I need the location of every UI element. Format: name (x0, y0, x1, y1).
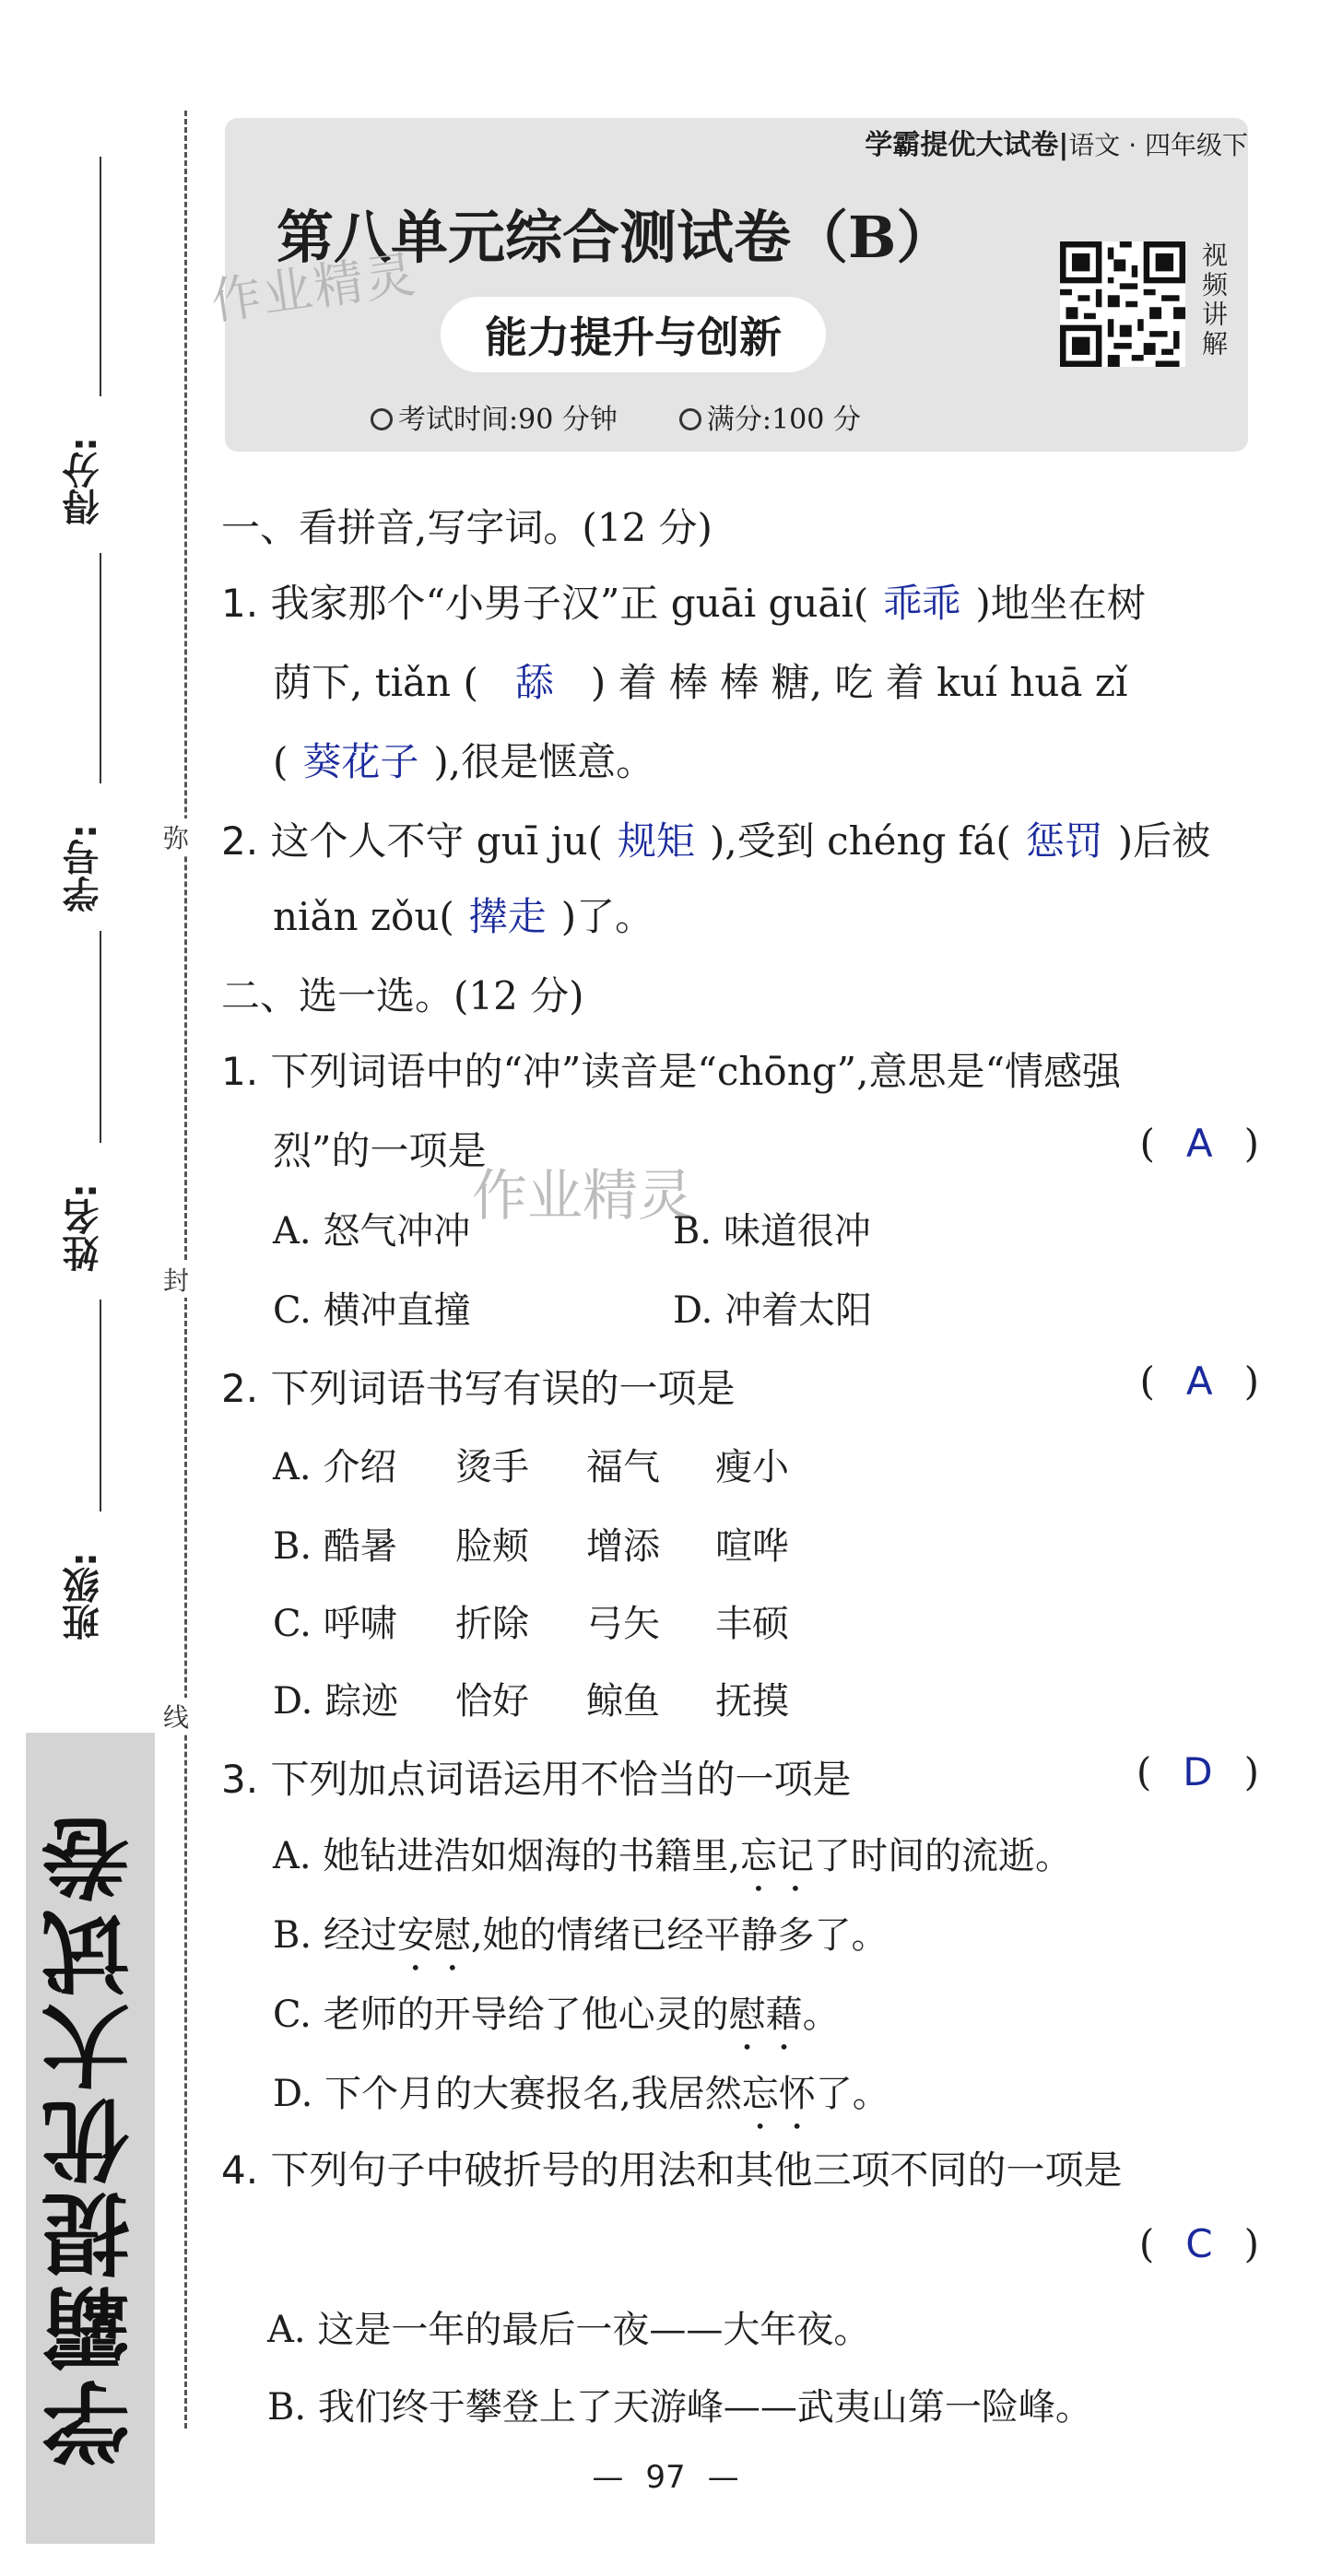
option-a: A. 这是一年的最后一夜——大年夜。 (267, 2309, 871, 2351)
subtitle: 能力提升与创新 (485, 312, 782, 362)
word-option: B. 酷暑 (273, 1525, 397, 1568)
dotted-word: 安慰 (396, 1914, 471, 1957)
s2-q1-line2: 烈”的一项是 (273, 1128, 487, 1173)
option-c: C. 老师的开导给了他心灵的慰藉。 (273, 1994, 840, 2036)
s1-q1-line3: ( 葵花子 ),很是惬意。 (273, 739, 655, 784)
option-b: B. 经过安慰,她的情绪已经平静多了。 (273, 1914, 889, 1957)
option: A. 怒气冲冲 (273, 1210, 471, 1253)
dotted-word: 忘怀 (741, 2073, 816, 2115)
answer-choice: D (1183, 1749, 1213, 1794)
answer-paren: ( A ) (1139, 1359, 1259, 1404)
exam-info (371, 396, 861, 437)
word-option: C. 呼啸 (273, 1603, 397, 1645)
option: D. 冲着太阳 (673, 1289, 873, 1332)
subtitle-pill (441, 297, 826, 372)
word: 折除 (455, 1603, 529, 1645)
word: 抚摸 (715, 1680, 789, 1723)
answer-choice: C (1185, 2221, 1213, 2266)
exam-time: 考试时间:90 分钟 (398, 404, 618, 436)
word: 脸颊 (455, 1525, 529, 1568)
s2-q1-line1: 1. 下列词语中的“冲”读音是“chōng”,意思是“情感强 (221, 1049, 1121, 1094)
answer-paren: ( D ) (1136, 1749, 1259, 1794)
dotted-word: 慰藉 (728, 1994, 803, 2036)
watermark: 作业精灵 (207, 244, 420, 332)
answer-text: 撵走 (468, 894, 547, 939)
page-title: 第八单元综合测试卷（B） (277, 204, 954, 271)
watermark: 作业精灵 (472, 1164, 693, 1229)
section1-heading: 一、看拼音,写字词。(12 分) (221, 505, 713, 550)
brand-vertical-title: 学霸提优大试卷 (40, 1809, 145, 2467)
dotted-word: 忘记 (740, 1835, 815, 1877)
score-line (100, 157, 101, 396)
option-d: D. 下个月的大赛报名,我居然忘怀了。 (273, 2073, 889, 2115)
word: 恰好 (455, 1680, 529, 1723)
series-subject: 语文 · 四年级下 (1068, 130, 1248, 160)
score-label: 得分: (63, 437, 105, 525)
s1-q1-line2: 荫下, tiǎn ( 舔 ) 着 棒 棒 糖, 吃 着 kuí huā zǐ (273, 660, 1128, 705)
s1-q2-line2: niǎn zǒu( 撵走 )了。 (273, 894, 654, 939)
answer-text: 惩罚 (1025, 818, 1103, 864)
section2-heading: 二、选一选。(12 分) (221, 973, 584, 1018)
answer-text: 规矩 (617, 818, 695, 864)
name-line (100, 931, 101, 1143)
binding-strip (0, 0, 175, 2576)
word: 丰硕 (715, 1603, 789, 1645)
qr-code-icon[interactable] (1060, 241, 1185, 367)
series-name: 学霸提优大试卷 (865, 129, 1059, 161)
class-label: 班级: (63, 1552, 105, 1641)
word: 瘦小 (715, 1446, 789, 1488)
s1-q2-line1: 2. 这个人不守 guī ju( 规矩 ),受到 chéng fá( 惩罚 )后被 (221, 818, 1211, 864)
class-line (100, 1300, 101, 1511)
answer-choice: A (1185, 1359, 1213, 1404)
word: 弓矢 (586, 1603, 660, 1645)
option-b: B. 我们终于攀登上了天游峰——武夷山第一险峰。 (267, 2386, 1092, 2429)
clock-icon (371, 408, 393, 430)
answer-paren: ( A ) (1139, 1121, 1259, 1166)
answer-text: 葵花子 (302, 739, 419, 784)
page-number: — 97 — (592, 2459, 739, 2496)
answer-choice: A (1185, 1121, 1213, 1166)
word: 鲸鱼 (586, 1680, 660, 1723)
option: C. 横冲直撞 (273, 1289, 471, 1332)
s2-q4-stem: 4. 下列句子中破折号的用法和其他三项不同的一项是 (221, 2147, 1123, 2193)
student-id-line (100, 553, 101, 783)
qr-label: 视频讲解 (1198, 241, 1229, 359)
option-a: A. 她钻进浩如烟海的书籍里,忘记了时间的流逝。 (273, 1835, 1073, 1877)
seal-char-mi: 弥 (163, 818, 189, 855)
word-option: D. 踪迹 (273, 1680, 399, 1723)
s2-q3-stem: 3. 下列加点词语运用不恰当的一项是 (221, 1757, 852, 1802)
answer-text: 乖乖 (883, 581, 961, 626)
word: 烫手 (455, 1446, 529, 1488)
word: 增添 (586, 1525, 660, 1568)
seal-char-feng: 封 (163, 1261, 189, 1298)
series-title: 学霸提优大试卷|语文 · 四年级下 (865, 129, 1248, 161)
s1-q1-line1: 1. 我家那个“小男子汉”正 guāi guāi( 乖乖 )地坐在树 (221, 581, 1146, 626)
answer-text: 舔 (514, 660, 554, 705)
option: B. 味道很冲 (673, 1210, 871, 1253)
name-label: 姓名: (63, 1183, 105, 1272)
student-id-label: 学号: (63, 824, 105, 912)
exam-score: 满分:100 分 (706, 404, 861, 436)
word: 福气 (586, 1446, 660, 1488)
answer-paren: ( C ) (1138, 2221, 1259, 2266)
word-option: A. 介绍 (273, 1446, 397, 1488)
word: 喧哗 (715, 1525, 789, 1568)
clock-icon (679, 408, 701, 430)
seal-char-xian: 线 (163, 1698, 189, 1735)
s2-q2-stem: 2. 下列词语书写有误的一项是 (221, 1366, 736, 1411)
